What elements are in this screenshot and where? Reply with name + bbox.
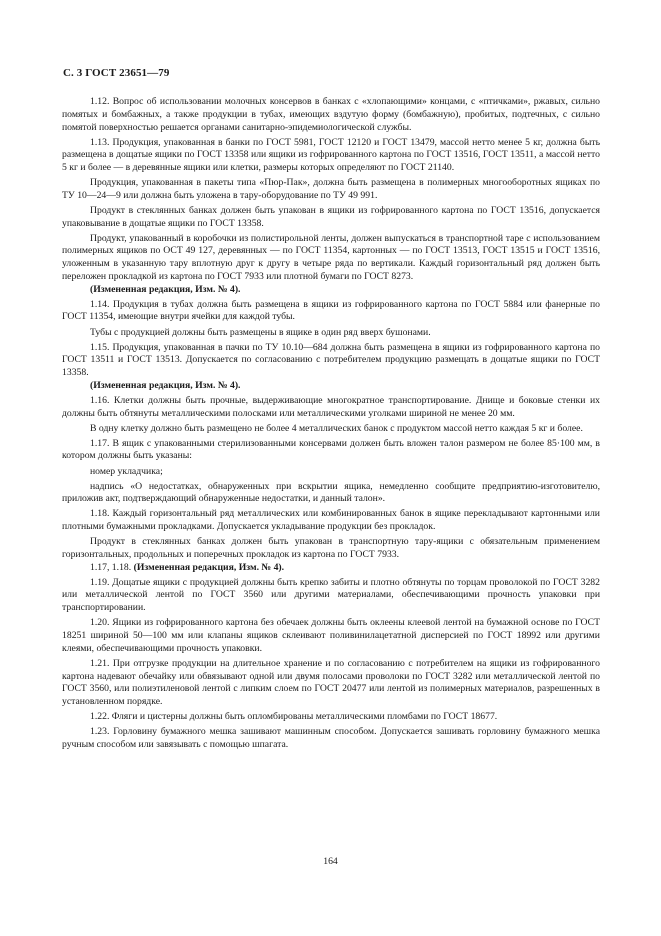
- document-body: [62, 96, 600, 754]
- paragraph-glass-transport: Продукт в стеклянных банках должен быть упакован в транспортную тару-ящики с обязательным применением горизонтальных, продольных и поперечных прокладок из картона по ГОСТ 7933.: [62, 536, 600, 560]
- amendment-note: (Измененная редакция, Изм. № 4).: [133, 561, 285, 573]
- amendment-note: (Измененная редакция, Изм. № 4).: [90, 379, 241, 391]
- paragraph-crate: В одну клетку должно быть размещено не более 4 металлических банок с продуктом массой нетто каждая 5 кг и более.: [90, 422, 583, 434]
- paragraph-amend-1-17-1-18: [62, 562, 600, 575]
- paragraph-1-19: 1.19. Дощатые ящики с продукцией должны быть крепко забиты и плотно обтянуты по торцам проволокой по ГОСТ 3282 или металлической лентой по ГОСТ 3560 или другими материалами, обеспечивающими прочность упаковки при транспортировании.: [62, 576, 600, 614]
- paragraph-1-15: 1.15. Продукция, упакованная в пачки по ТУ 10.10—684 должна быть размещена в ящики из гофрированного картона по ГОСТ 13511 и ГОСТ 13513. Допускается по согласованию с потребителем продукцию размещать в дощатые ящики по ГОСТ 13358.: [62, 341, 600, 379]
- paragraph-1-16: 1.16. Клетки должны быть прочные, выдерживающие многократное транспортирование. Днище и боковые стенки их должны быть обтянуты металлическими полосками или металлическими уголками шириной не менее 20 мм.: [62, 394, 600, 419]
- section-refs: 1.17, 1.18.: [90, 561, 132, 573]
- page-header: С. 3 ГОСТ 23651—79: [63, 67, 170, 79]
- page-number: 164: [323, 856, 338, 867]
- paragraph-packer-number: номер укладчика;: [90, 465, 163, 477]
- paragraph-tubes: Тубы с продукцией должны быть размещены в ящике в один ряд вверх бушонами.: [90, 326, 431, 338]
- paragraph-1-21: 1.21. При отгрузке продукции на длительное хранение и по согласованию с потребителем на ящики из гофрированного картона надевают обечайку или обвязывают одной или двумя полосами проволоки по ГОСТ 3282 или металлической лентой по ГОСТ 3560, или полиэтиленовой лентой с липким слоем по ГОСТ 20477 или лентой из полимерных материалов, разрешенных в установленном порядке.: [62, 657, 600, 708]
- paragraph-1-13: 1.13. Продукция, упакованная в банки по ГОСТ 5981, ГОСТ 12120 и ГОСТ 13479, массой нетто менее 5 кг, должна быть размещена в дощатые ящики по ГОСТ 13358 или ящики из гофрированного картона по ГОСТ 13516, ГОСТ 13511, а массой нетто 5 кг и более — в деревянные ящики или клетки, размеры которых определяют по ГОСТ 21140.: [62, 136, 600, 174]
- paragraph-glass-jars: Продукт в стеклянных банках должен быть упакован в ящики из гофрированного картона по ГОСТ 13516, допускается упаковывание в дощатые ящики по ГОСТ 13358.: [62, 204, 600, 229]
- paragraph-1-14: 1.14. Продукция в тубах должна быть размещена в ящики из гофрированного картона по ГОСТ 5884 или фанерные по ГОСТ 11354, имеющие внутри ячейки для каждой тубы.: [62, 298, 600, 323]
- paragraph-1-23: 1.23. Горловину бумажного мешка зашивают машинным способом. Допускается зашивать горловину бумажного мешка ручным способом или завязывать с помощью шпагата.: [62, 726, 600, 750]
- amendment-note: (Измененная редакция, Изм. № 4).: [90, 283, 241, 295]
- paragraph-1-17: 1.17. В ящик с упакованными стерилизованными консервами должен быть вложен талон размером не более 85·100 мм, в котором должны быть указаны:: [62, 437, 600, 462]
- paragraph-inscription: надпись «О недостатках, обнаруженных при вскрытии ящика, немедленно сообщите предприятию-изготовителю, приложив акт, подтверждающий обнаруженные недостатки, и данный талон».: [62, 480, 600, 505]
- paragraph-pur-pak: Продукция, упакованная в пакеты типа «Пюр-Пак», должна быть размещена в полимерных многооборотных ящиках по ТУ 10—24—9 или должна быть уложена в тару-оборудование по ТУ 49 991.: [62, 177, 600, 201]
- paragraph-polystyrene-boxes: Продукт, упакованный в коробочки из полистирольной ленты, должен выпускаться в транспортной таре с использованием полимерных ящиков по ОСТ 49 127, деревянных — по ГОСТ 11354, картонных — по ГОСТ 13513, ГОСТ 13515 и ГОСТ 13516, уложенным в указанную тару вплотную друг к другу в четыре ряда по вертикали. Каждый горизонтальный ряд должен быть переложен прокладкой из картона по ГОСТ 7933 или плотной бумаги по ГОСТ 8273.: [62, 232, 600, 282]
- paragraph-1-12: 1.12. Вопрос об использовании молочных консервов в банках с «хлопающими» концами, с «птичками», ржавых, сильно помятых и бомбажных, а также продукции в тубах, имеющих вздутую форму (бомбажную), пробитых, подтечных, с сильно помятой поверхностью решается органами санитарно-эпидемиологической службы.: [62, 96, 600, 133]
- paragraph-1-18: 1.18. Каждый горизонтальный ряд металлических или комбинированных банок в ящике перекладывают картонными или плотными бумажными прокладками. Допускается укладывание продукции без прокладок.: [62, 508, 600, 533]
- paragraph-1-22: 1.22. Фляги и цистерны должны быть опломбированы металлическими пломбами по ГОСТ 18677.: [90, 711, 498, 723]
- paragraph-1-20: 1.20. Ящики из гофрированного картона без обечаек должны быть оклеены клеевой лентой на бумажной основе по ГОСТ 18251 шириной 50—100 мм или клапаны ящиков склеивают поливинилацетатной дисперсией по ГОСТ 18992 или другими клеями, обеспечивающими прочность упаковки.: [62, 617, 600, 654]
